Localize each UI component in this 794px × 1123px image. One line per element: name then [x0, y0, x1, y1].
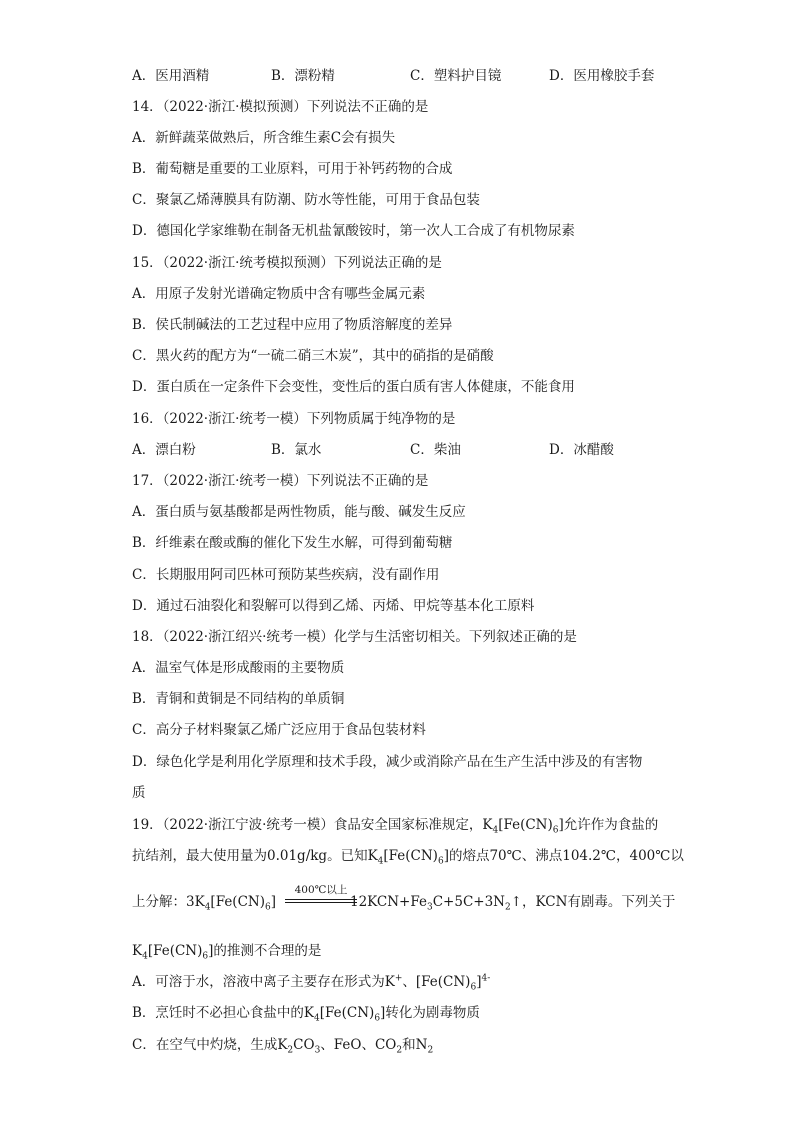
reaction-condition: 400℃以上: [294, 884, 348, 896]
q17-option-c: C．长期服用阿司匹林可预防某些疾病，没有副作用: [132, 567, 440, 583]
q19-stem-line2: 抗结剂，最大使用量为0.01g/kg。已知$K_4[Fe(CN)_6]$的熔点70℃、沸点104.2℃，400℃以: [132, 848, 684, 867]
q13-option-d: D．医用橡胶手套: [549, 68, 655, 84]
q19-option-b: B．烹饪时不必担心食盐中的$K_4[Fe(CN)_6]$转化为剧毒物质: [132, 1005, 480, 1024]
q19-stem-line3: 上分解：$3K_4[Fe(CN)_6]$ $12KCN+Fe_3C+5C+3N_2↑$，KCN有剧毒。下列关于: [132, 894, 676, 913]
q15-option-b: B．侯氏制碱法的工艺过程中应用了物质溶解度的差异: [132, 317, 453, 333]
q16-option-a: A．漂白粉: [132, 442, 196, 458]
q15-option-c: C．黑火药的配方为“一硫二硝三木炭”，其中的硝指的是硝酸: [132, 348, 494, 364]
q13-option-a: A．医用酒精: [132, 68, 210, 84]
q19-stem-line4: $K_4[Fe(CN)_6]$的推测不合理的是: [132, 943, 322, 962]
q15-option-d: D．蛋白质在一定条件下会变性，变性后的蛋白质有害人体健康，不能食用: [132, 379, 575, 395]
q18-option-d-cont: 质: [132, 785, 146, 801]
q15-option-a: A．用原子发射光谱确定物质中含有哪些金属元素: [132, 286, 426, 302]
q18-option-c: C．高分子材料聚氯乙烯广泛应用于食品包装材料: [132, 722, 426, 738]
q19-option-c: C．在空气中灼烧，生成$K_2CO_3$、FeO、$CO_2$和$N_2$: [132, 1037, 434, 1056]
q17-option-b: B．纤维素在酸或酶的催化下发生水解，可得到葡萄糖: [132, 535, 453, 551]
q18-stem: 18．（2022·浙江绍兴·统考一模）化学与生活密切相关。下列叙述正确的是: [132, 629, 577, 645]
q17-option-d: D．通过石油裂化和裂解可以得到乙烯、丙烯、甲烷等基本化工原料: [132, 598, 535, 614]
q19-option-a: A．可溶于水，溶液中离子主要存在形式为K+、$[Fe(CN)_6]^{4-}$: [132, 973, 491, 993]
q17-option-a: A．蛋白质与氨基酸都是两性物质，能与酸、碱发生反应: [132, 504, 466, 520]
q15-stem: 15．（2022·浙江·统考模拟预测）下列说法正确的是: [132, 255, 442, 271]
q13-option-c: C．塑料护目镜: [410, 68, 502, 84]
q14-option-d: D．德国化学家维勒在制备无机盐氰酸铵时，第一次人工合成了有机物尿素: [132, 223, 575, 239]
q18-option-b: B．青铜和黄铜是不同结构的单质铜: [132, 691, 345, 707]
q18-option-a: A．温室气体是形成酸雨的主要物质: [132, 660, 345, 676]
q17-stem: 17．（2022·浙江·统考一模）下列说法不正确的是: [132, 473, 429, 489]
q19-stem-line1: 19．（2022·浙江宁波·统考一模）食品安全国家标准规定，$K_4[Fe(CN)_6]$允许作为食盐的: [132, 817, 659, 836]
q16-stem: 16．（2022·浙江·统考一模）下列物质属于纯净物的是: [132, 411, 456, 427]
q13-option-b: B．漂粉精: [271, 68, 335, 84]
arrow-line: [285, 899, 357, 900]
arrow-line: [285, 902, 357, 903]
q18-option-d: D．绿色化学是利用化学原理和技术手段，减少或消除产品在生产生活中涉及的有害物: [132, 754, 643, 770]
q16-option-c: C．柴油: [410, 442, 461, 458]
q14-option-c: C．聚氯乙烯薄膜具有防潮、防水等性能，可用于食品包装: [132, 192, 480, 208]
reaction-arrow: [285, 884, 357, 914]
q16-option-d: D．冰醋酸: [549, 442, 614, 458]
q16-option-b: B．氯水: [271, 442, 322, 458]
q14-option-b: B．葡萄糖是重要的工业原料，可用于补钙药物的合成: [132, 161, 453, 177]
q14-option-a: A．新鲜蔬菜做熟后，所含维生素C会有损失: [132, 130, 396, 146]
q14-stem: 14．（2022·浙江·模拟预测）下列说法不正确的是: [132, 99, 429, 115]
